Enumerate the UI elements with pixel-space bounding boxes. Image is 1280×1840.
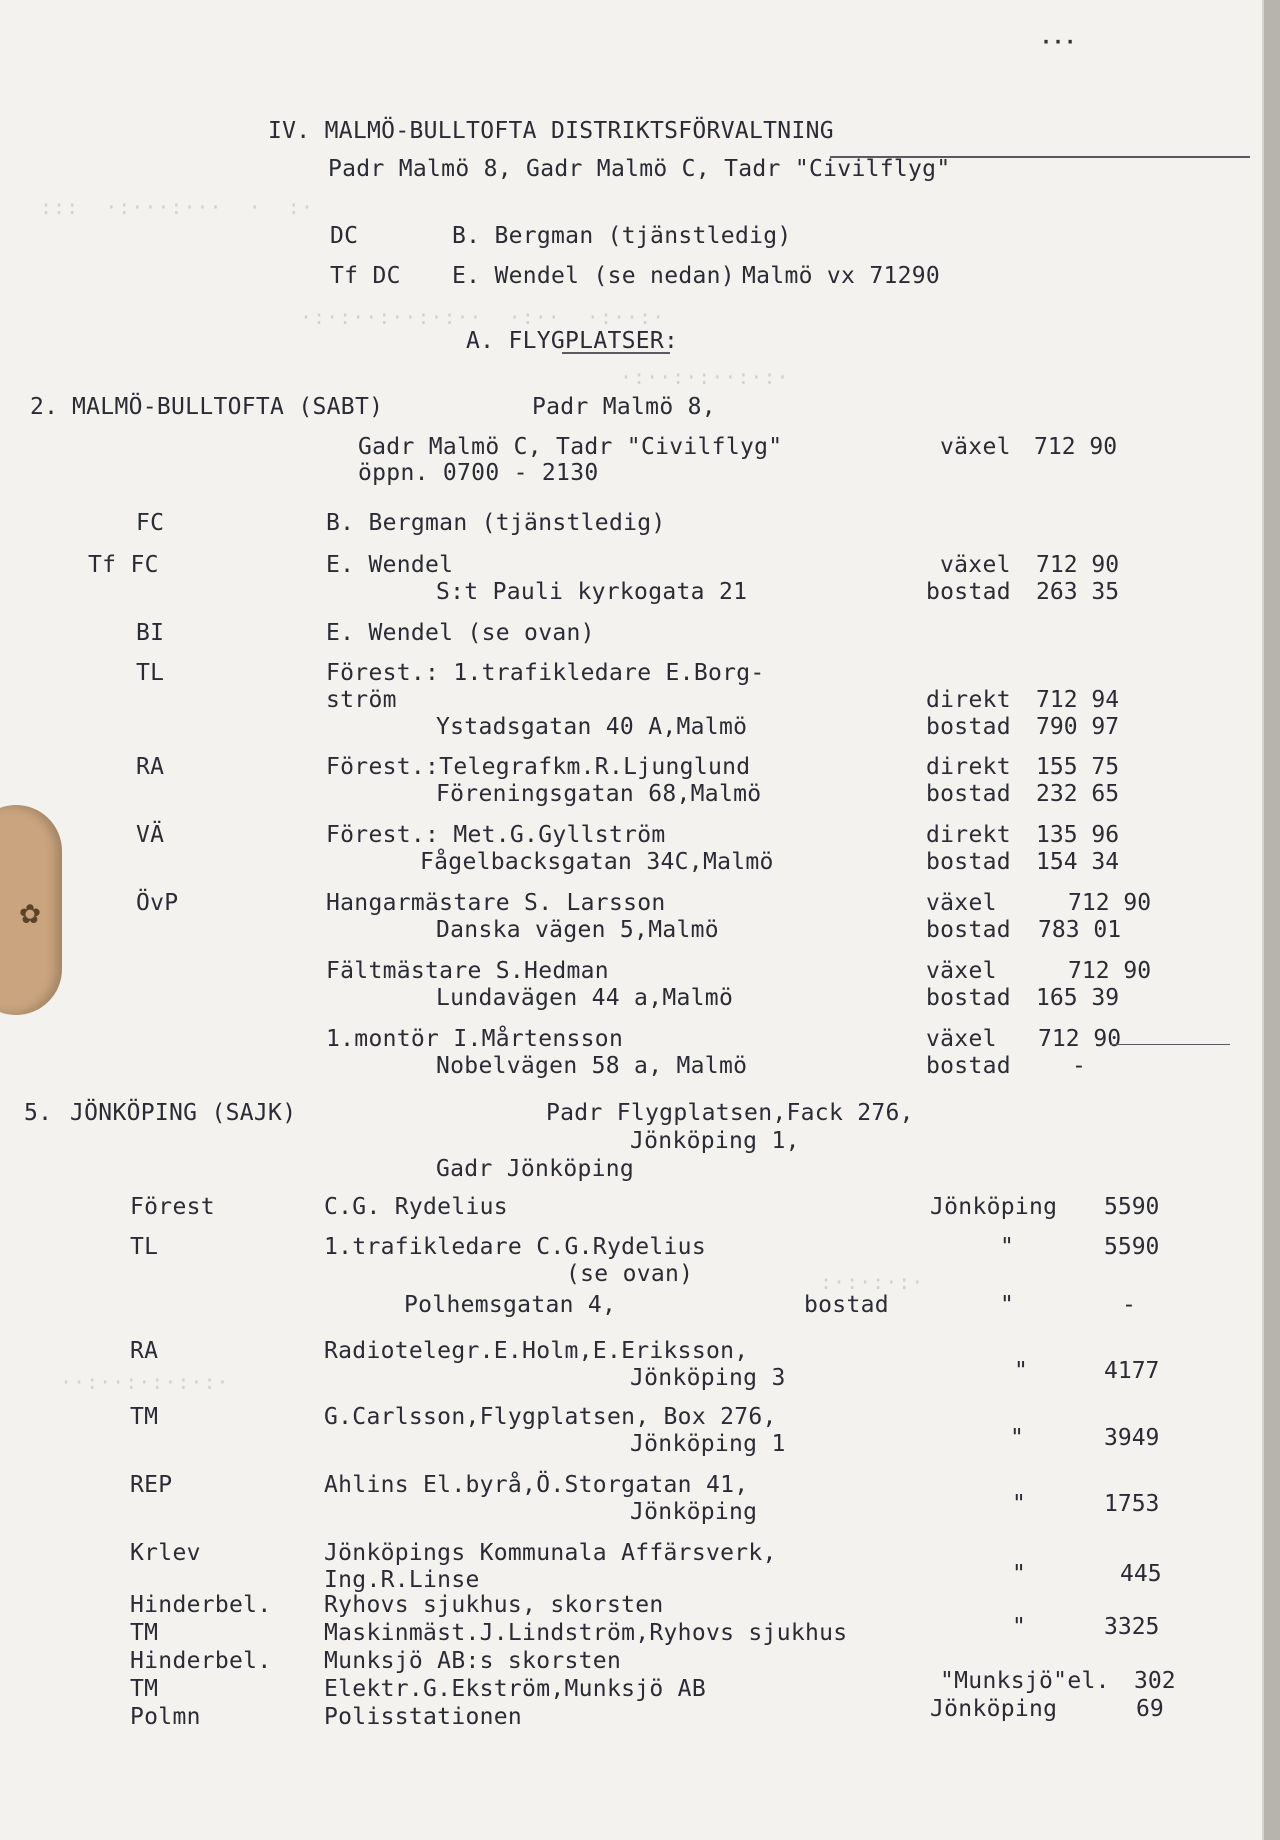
- phone-number: 445: [1120, 1561, 1162, 1587]
- phone-number: -: [1072, 1053, 1086, 1079]
- phone-number: 790 97: [1036, 714, 1120, 740]
- entry-role: Tf FC: [88, 552, 159, 578]
- entry-line: E. Wendel: [326, 552, 454, 578]
- phone-label: Jönköping: [930, 1696, 1058, 1722]
- entry-role: VÄ: [136, 822, 165, 848]
- phone-label: växel: [940, 552, 1011, 578]
- phone-label: direkt: [926, 687, 1011, 713]
- entry-role: TM: [130, 1676, 159, 1702]
- staff-role: DC: [330, 223, 359, 249]
- entry-line: Fältmästare S.Hedman: [326, 958, 609, 984]
- entry-role: TL: [136, 660, 165, 686]
- entry-line: Ahlins El.byrå,Ö.Storgatan 41,: [324, 1472, 749, 1498]
- phone-number: 155 75: [1036, 754, 1120, 780]
- page-mark: ···: [1040, 30, 1077, 54]
- phone-label: växel: [926, 1026, 997, 1052]
- entry-line: bostad: [804, 1292, 889, 1318]
- airport-address: Gadr Jönköping: [436, 1156, 635, 1182]
- entry-line: 1.montör I.Mårtensson: [326, 1026, 624, 1052]
- phone-number: 232 65: [1036, 781, 1120, 807]
- entry-line: G.Carlsson,Flygplatsen, Box 276,: [324, 1404, 777, 1430]
- phone-number: 5590: [1104, 1194, 1160, 1220]
- bleed-through: ·:·:··:··:·:·· ·:·· ·:··:·: [300, 305, 666, 329]
- entry-line: B. Bergman (tjänstledig): [326, 510, 666, 536]
- airport-number: 2.: [30, 394, 59, 420]
- entry-role: TM: [130, 1404, 159, 1430]
- bleed-through: ··:··:·:·:·:·: [60, 1370, 230, 1394]
- entry-role: Förest: [130, 1194, 215, 1220]
- entry-line: Munksjö AB:s skorsten: [324, 1648, 622, 1674]
- phone-label: bostad: [926, 985, 1011, 1011]
- entry-line: Jönköping 1: [630, 1431, 786, 1457]
- phone-label: bostad: [926, 714, 1011, 740]
- header-rule: [830, 156, 1250, 158]
- entry-line: ström: [326, 687, 397, 713]
- phone-label: bostad: [926, 1053, 1011, 1079]
- section-title: A. FLYGPLATSER:: [466, 328, 679, 354]
- phone-number: 712 90: [1038, 1026, 1122, 1052]
- phone-number: -: [1122, 1292, 1136, 1318]
- entry-line: Polhemsgatan 4,: [404, 1292, 617, 1318]
- entry-line: Elektr.G.Ekström,Munksjö AB: [324, 1676, 706, 1702]
- phone-label: ": [1012, 1561, 1027, 1587]
- bleed-through: ::: ·:···:··· · :·: [40, 195, 314, 219]
- bleed-through: ·:··:·:··:·:·: [620, 365, 790, 389]
- entry-line: Danska vägen 5,Malmö: [436, 917, 719, 943]
- entry-line: Ing.R.Linse: [324, 1567, 480, 1593]
- phone-label: "Munksjö"el.: [940, 1668, 1110, 1694]
- phone-number: 263 35: [1036, 579, 1120, 605]
- airport-hours: öppn. 0700 - 2130: [358, 460, 599, 486]
- entry-line: (se ovan): [566, 1261, 694, 1287]
- staff-phone: Malmö vx 71290: [742, 263, 941, 289]
- bleed-through: :·:·:·:·: [820, 1270, 925, 1294]
- phone-number: 712 94: [1036, 687, 1120, 713]
- header-address: Padr Malmö 8, Gadr Malmö C, Tadr "Civilflyg": [328, 156, 951, 182]
- staff-name: E. Wendel (se nedan): [452, 263, 735, 289]
- entry-line: Förest.: Met.G.Gyllström: [326, 822, 666, 848]
- phone-number: 3325: [1104, 1614, 1160, 1640]
- entry-role: RA: [130, 1338, 159, 1364]
- entry-role: Polmn: [130, 1704, 201, 1730]
- phone-number: 712 90: [1068, 890, 1152, 916]
- page-title: IV. MALMÖ-BULLTOFTA DISTRIKTSFÖRVALTNING: [268, 118, 834, 144]
- airport-address: Gadr Malmö C, Tadr "Civilflyg": [358, 434, 783, 460]
- entry-line: Ystadsgatan 40 A,Malmö: [436, 714, 748, 740]
- entry-line: Föreningsgatan 68,Malmö: [436, 781, 762, 807]
- entry-line: Ryhovs sjukhus, skorsten: [324, 1592, 664, 1618]
- entry-line: E. Wendel (se ovan): [326, 620, 595, 646]
- entry-line: Fågelbacksgatan 34C,Malmö: [420, 849, 774, 875]
- phone-label: Jönköping: [930, 1194, 1058, 1220]
- entry-line: Maskinmäst.J.Lindström,Ryhovs sjukhus: [324, 1620, 848, 1646]
- section-title-underline: [562, 352, 670, 354]
- entry-role: RA: [136, 754, 165, 780]
- entry-line: 1.trafikledare C.G.Rydelius: [324, 1234, 706, 1260]
- entry-line: Hangarmästare S. Larsson: [326, 890, 666, 916]
- phone-label: ": [1012, 1614, 1027, 1640]
- phone-label: direkt: [926, 754, 1011, 780]
- entry-role: REP: [130, 1472, 173, 1498]
- airport-name: MALMÖ-BULLTOFTA (SABT): [72, 394, 384, 420]
- airport-address: Jönköping 1,: [630, 1128, 800, 1154]
- entry-role: Hinderbel.: [130, 1592, 272, 1618]
- entry-role: Hinderbel.: [130, 1648, 272, 1674]
- entry-line: Förest.: 1.trafikledare E.Borg-: [326, 660, 765, 686]
- entry-rule: [1110, 1044, 1230, 1045]
- phone-label: växel: [926, 958, 997, 984]
- phone-number: 302: [1134, 1668, 1176, 1694]
- staff-role: Tf DC: [330, 263, 401, 289]
- entry-line: Lundavägen 44 a,Malmö: [436, 985, 734, 1011]
- entry-line: Radiotelegr.E.Holm,E.Eriksson,: [324, 1338, 749, 1364]
- entry-role: Krlev: [130, 1540, 201, 1566]
- phone-number: 154 34: [1036, 849, 1120, 875]
- phone-number: 712 90: [1068, 958, 1152, 984]
- staff-name: B. Bergman (tjänstledig): [452, 223, 792, 249]
- entry-line: Nobelvägen 58 a, Malmö: [436, 1053, 748, 1079]
- phone-label: direkt: [926, 822, 1011, 848]
- phone-label: bostad: [926, 781, 1011, 807]
- entry-role: BI: [136, 620, 165, 646]
- phone-label: växel: [940, 434, 1011, 460]
- airport-address: Padr Malmö 8,: [532, 394, 716, 420]
- entry-line: Polisstationen: [324, 1704, 523, 1730]
- beetle-icon: ✿: [19, 892, 41, 932]
- phone-label: bostad: [926, 849, 1011, 875]
- entry-line: S:t Pauli kyrkogata 21: [436, 579, 748, 605]
- phone-label: ": [1012, 1491, 1027, 1517]
- phone-number: 3949: [1104, 1425, 1160, 1451]
- entry-role: ÖvP: [136, 890, 179, 916]
- phone-number: 165 39: [1036, 985, 1120, 1011]
- phone-label: bostad: [926, 917, 1011, 943]
- airport-name: JÖNKÖPING (SAJK): [70, 1100, 297, 1126]
- airport-address: Padr Flygplatsen,Fack 276,: [546, 1100, 914, 1126]
- phone-label: bostad: [926, 579, 1011, 605]
- entry-line: Jönköping: [630, 1499, 758, 1525]
- phone-number: 783 01: [1038, 917, 1122, 943]
- phone-number: 135 96: [1036, 822, 1120, 848]
- entry-line: C.G. Rydelius: [324, 1194, 508, 1220]
- phone-label: ": [1010, 1425, 1025, 1451]
- phone-label: ": [1000, 1292, 1015, 1318]
- entry-line: Jönköpings Kommunala Affärsverk,: [324, 1540, 777, 1566]
- entry-role: TL: [130, 1234, 159, 1260]
- phone-number: 712 90: [1036, 552, 1120, 578]
- entry-line: Jönköping 3: [630, 1365, 786, 1391]
- phone-label: växel: [926, 890, 997, 916]
- phone-number: 4177: [1104, 1358, 1160, 1384]
- phone-label: ": [1014, 1358, 1029, 1384]
- phone-number: 5590: [1104, 1234, 1160, 1260]
- phone-label: ": [1000, 1234, 1015, 1260]
- entry-line: Förest.:Telegrafkm.R.Ljunglund: [326, 754, 751, 780]
- entry-role: TM: [130, 1620, 159, 1646]
- airport-number: 5.: [24, 1100, 53, 1126]
- entry-role: FC: [136, 510, 165, 536]
- phone-number: 1753: [1104, 1491, 1160, 1517]
- phone-number: 712 90: [1034, 434, 1118, 460]
- phone-number: 69: [1136, 1696, 1164, 1722]
